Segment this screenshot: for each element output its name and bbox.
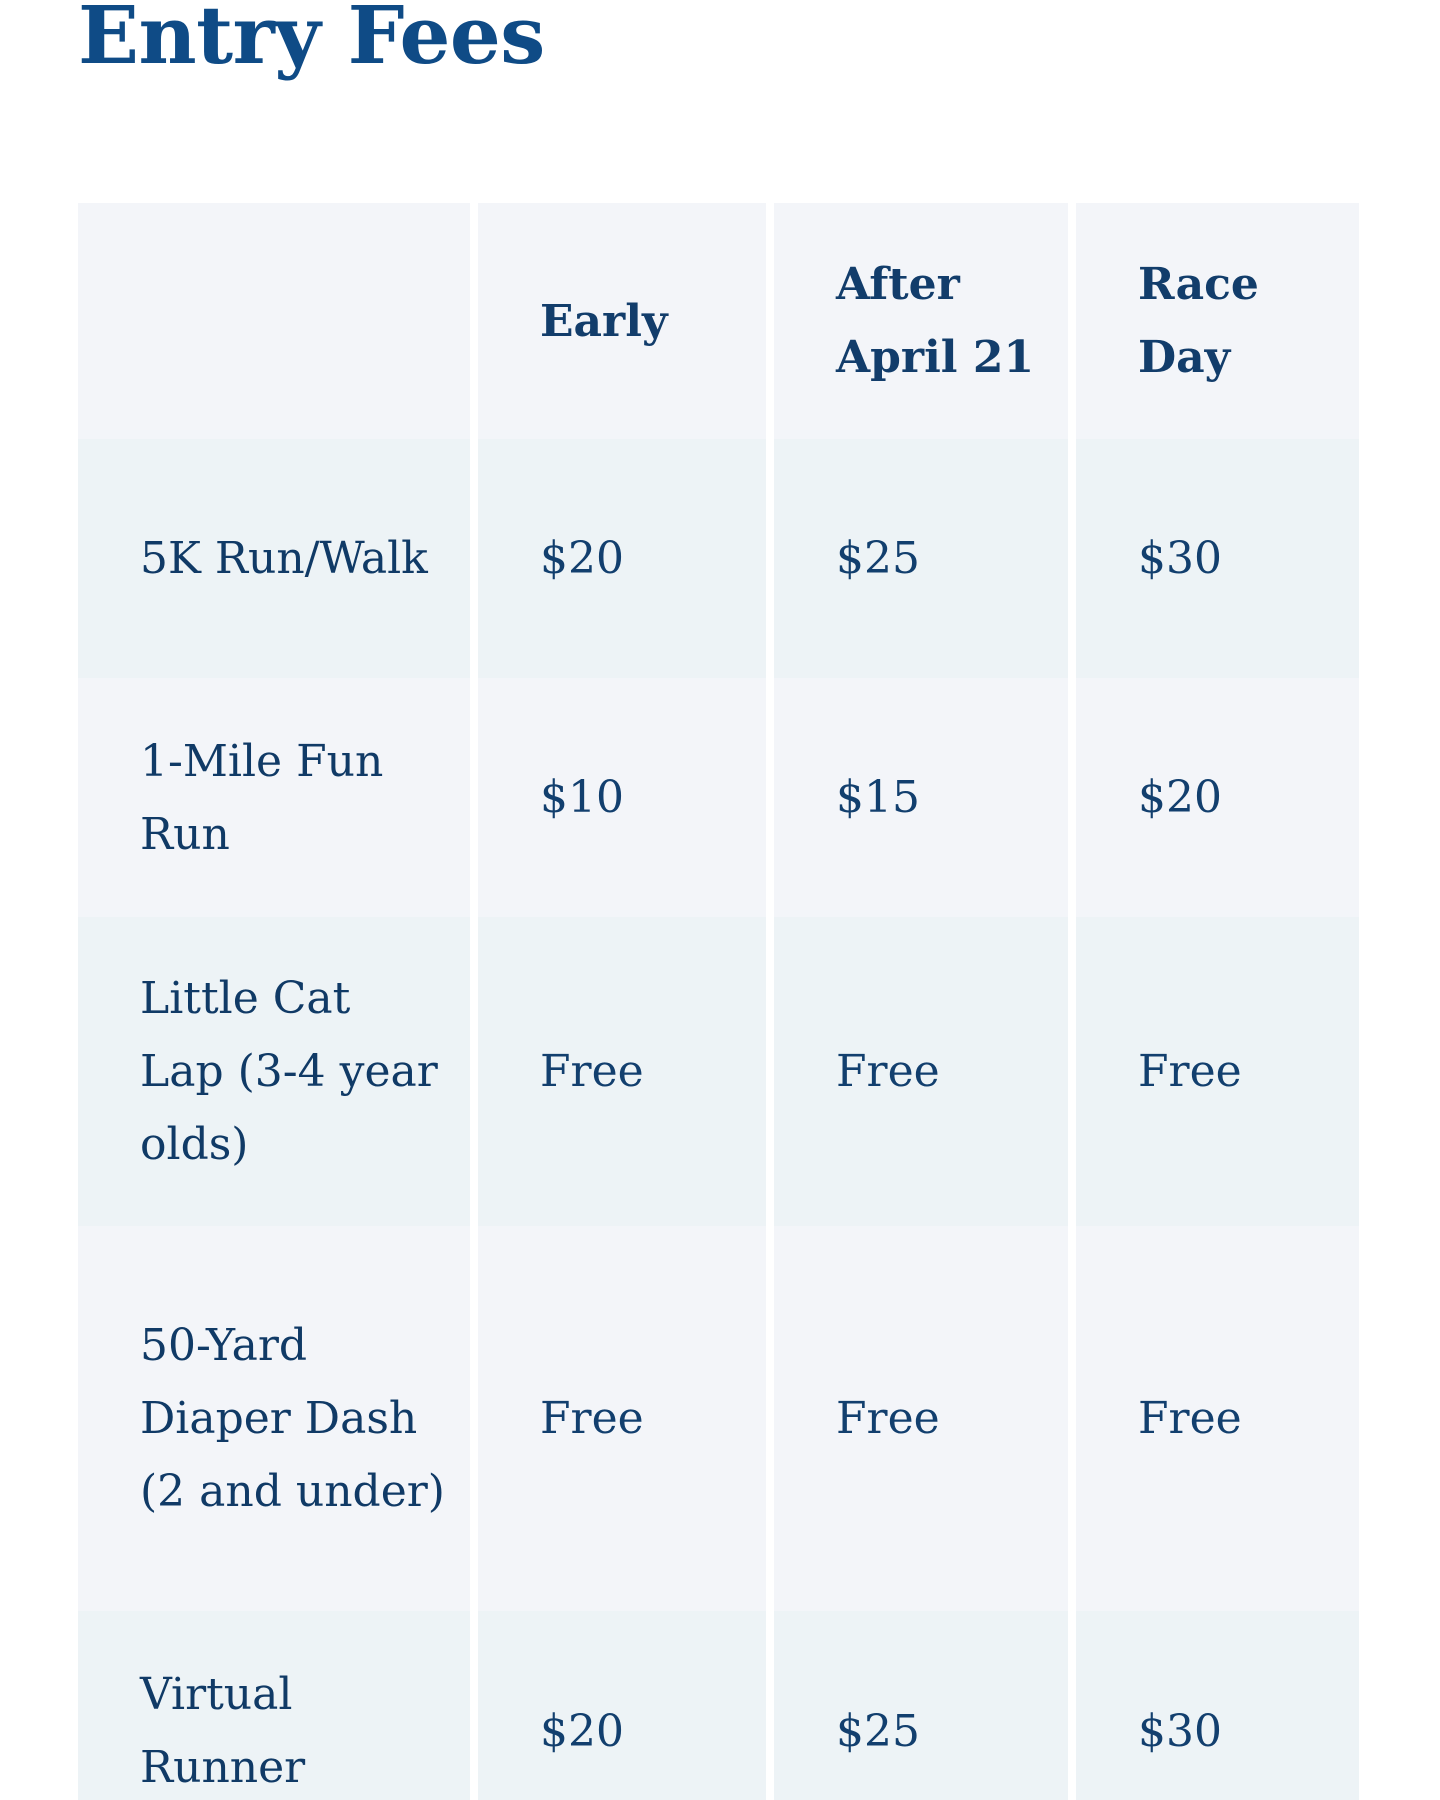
fee-race-day: Free	[1076, 1226, 1359, 1611]
header-event	[78, 203, 470, 439]
header-early: Early	[478, 203, 766, 439]
table-row	[78, 1226, 1359, 1611]
fee-race-day: $30	[1076, 439, 1359, 678]
fee-race-day: $20	[1076, 678, 1359, 917]
event-name: Virtual Runner	[78, 1611, 470, 1800]
fee-early: $10	[478, 678, 766, 917]
event-name: 5K Run/Walk	[78, 439, 470, 678]
fee-after-april-21: $25	[774, 1611, 1068, 1800]
fee-early: $20	[478, 439, 766, 678]
fee-after-april-21: Free	[774, 1226, 1068, 1611]
fee-after-april-21: $15	[774, 678, 1068, 917]
event-name: 50-Yard Diaper Dash (2 and under)	[78, 1226, 470, 1611]
header-race-day: Race Day	[1076, 203, 1359, 439]
fee-race-day: $30	[1076, 1611, 1359, 1800]
fee-early: Free	[478, 1226, 766, 1611]
fee-early: Free	[478, 917, 766, 1226]
page-title: Entry Fees	[78, 0, 545, 82]
entry-fees-table	[70, 203, 1367, 1800]
fee-early: $20	[478, 1611, 766, 1800]
event-name: 1-Mile Fun Run	[78, 678, 470, 917]
event-name: Little Cat Lap (3-4 year olds)	[78, 917, 470, 1226]
table-row	[78, 678, 1359, 917]
fee-race-day: Free	[1076, 917, 1359, 1226]
table-row	[78, 917, 1359, 1226]
table-header-row	[78, 203, 1359, 439]
table-row	[78, 1611, 1359, 1800]
header-after-april-21: After April 21	[774, 203, 1068, 439]
fee-after-april-21: $25	[774, 439, 1068, 678]
fee-after-april-21: Free	[774, 917, 1068, 1226]
table-row	[78, 439, 1359, 678]
